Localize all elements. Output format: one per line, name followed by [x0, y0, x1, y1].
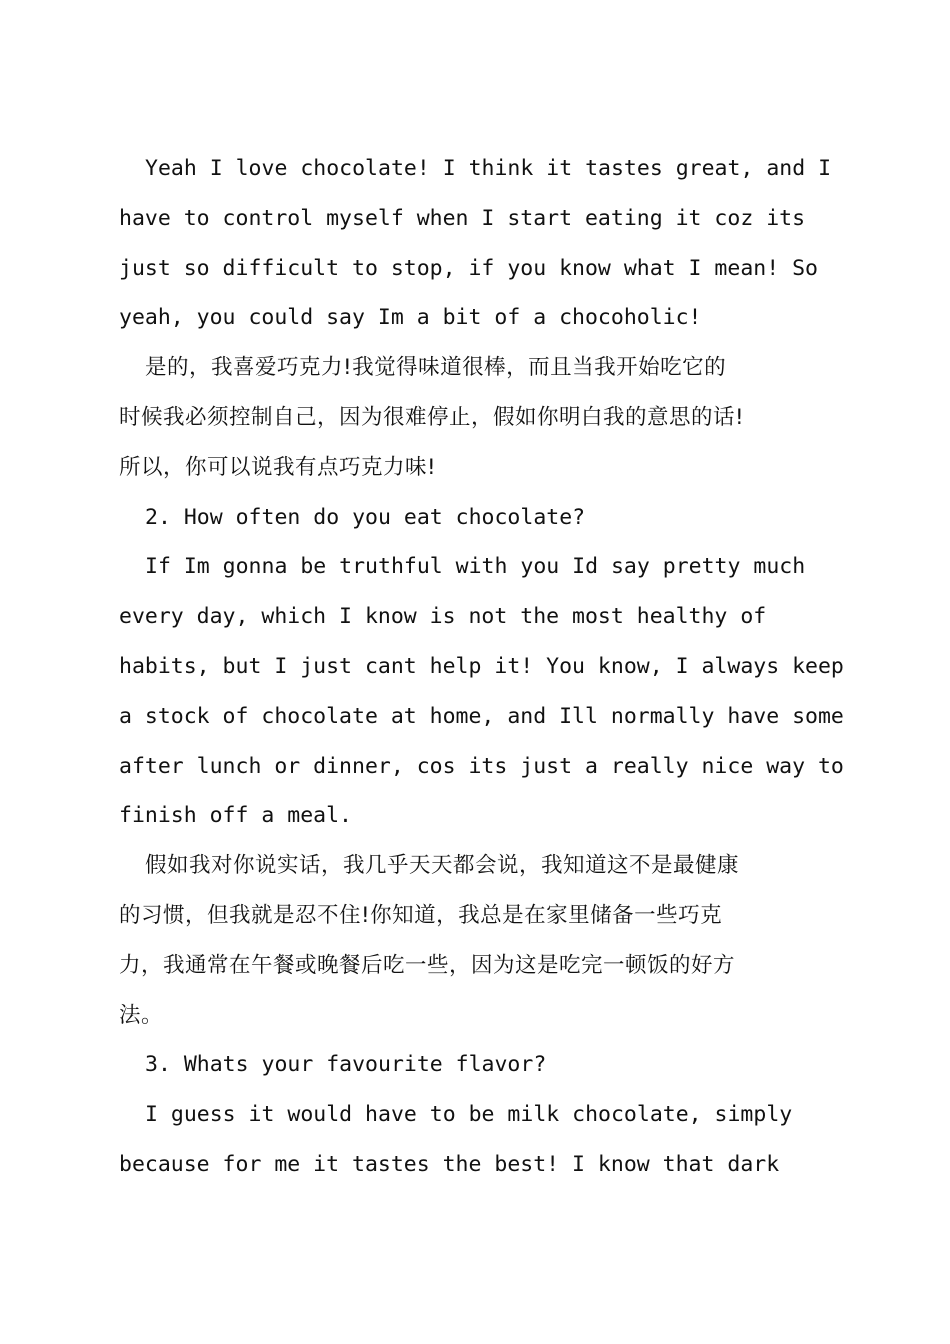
document-page [119, 144, 849, 1190]
text-line: every day, which I know is not the most healthy of [119, 604, 767, 630]
text-line: after lunch or dinner, cos its just a really nice way to [119, 753, 844, 779]
text-line: because for me it tastes the best! I know that dark [119, 1151, 780, 1177]
text-line: 假如我对你说实话，我几乎天天都会说，我知道这不是最健康 [145, 853, 740, 879]
text-line: a stock of chocolate at home, and Ill normally have some [119, 703, 844, 729]
text-line: 时候我必须控制自己，因为很难停止，假如你明白我的意思的话! [119, 404, 745, 430]
text-line: 力，我通常在午餐或晚餐后吃一些，因为这是吃完一顿饭的好方 [119, 952, 736, 978]
text-line: 所以，你可以说我有点巧克力味! [119, 454, 437, 480]
answer-paragraph-chinese [119, 343, 849, 492]
text-line: habits, but I just cant help it! You know, I always keep [119, 653, 844, 679]
text-line: Yeah I love chocolate! I think it tastes great, and I [145, 156, 832, 181]
answer-paragraph-english [119, 542, 849, 841]
text-line: 2. How often do you eat chocolate? [145, 504, 586, 530]
answer-paragraph-english [119, 144, 849, 343]
text-line: yeah, you could say Im a bit of a chocoholic! [119, 305, 702, 331]
text-line: I guess it would have to be milk chocolate, simply [145, 1102, 793, 1128]
question-heading [119, 1040, 849, 1090]
text-line: just so difficult to stop, if you know what I mean! So [119, 255, 818, 281]
text-line: 是的，我喜爱巧克力!我觉得味道很棒，而且当我开始吃它的 [145, 355, 727, 381]
answer-paragraph-english [119, 1090, 849, 1190]
text-line: If Im gonna be truthful with you Id say pretty much [145, 554, 806, 580]
text-line: have to control myself when I start eating it coz its [119, 205, 806, 231]
text-line: 3. Whats your favourite flavor? [145, 1052, 547, 1078]
text-line: finish off a meal. [119, 803, 352, 829]
answer-paragraph-chinese [119, 841, 849, 1040]
text-line: 的习惯，但我就是忍不住!你知道，我总是在家里储备一些巧克 [119, 902, 723, 928]
text-line: 法。 [119, 1002, 164, 1028]
question-heading [119, 493, 849, 543]
